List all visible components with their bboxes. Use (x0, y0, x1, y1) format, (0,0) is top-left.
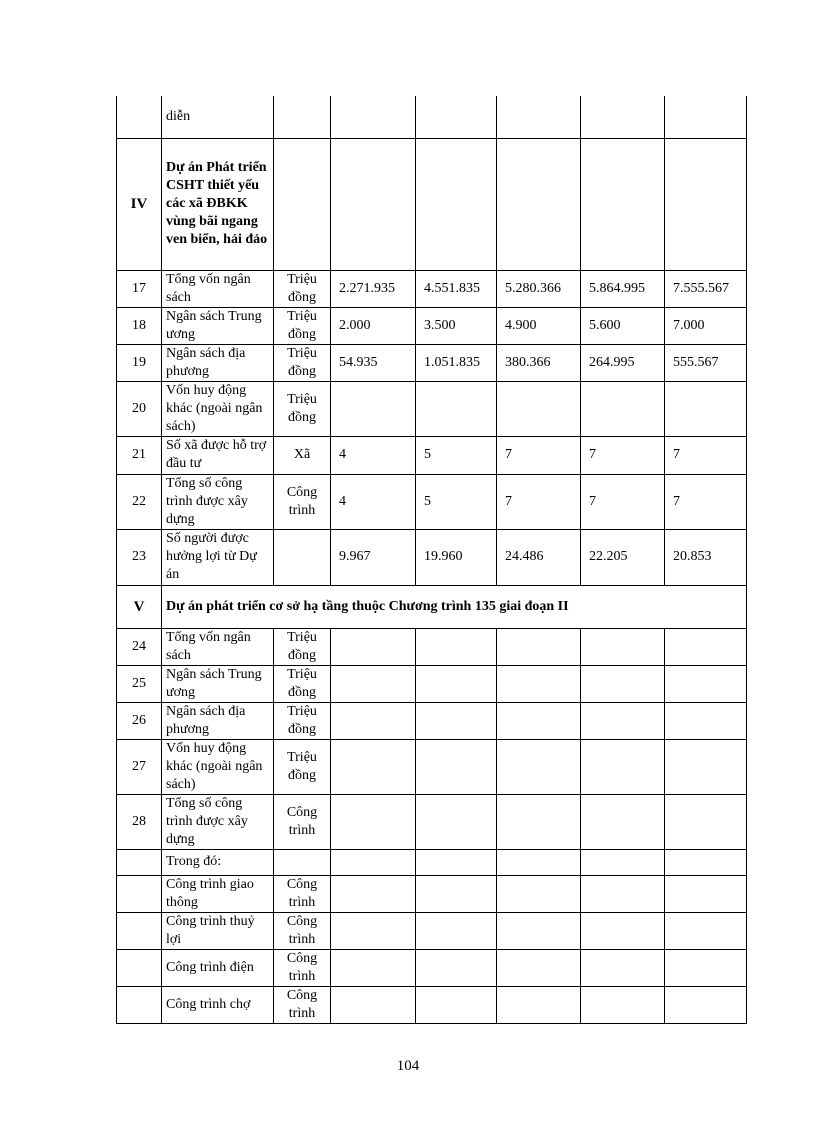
section-title: Dự án phát triển cơ sở hạ tầng thuộc Chương trình 135 giai đoạn II (162, 585, 747, 628)
value-cell (665, 794, 747, 849)
value-cell: 3.500 (416, 307, 497, 344)
row-number (117, 96, 162, 138)
value-cell (497, 986, 581, 1023)
value-cell (416, 875, 497, 912)
value-cell (665, 628, 747, 665)
value-cell: 7 (665, 436, 747, 474)
row-number (117, 949, 162, 986)
table-row (117, 381, 747, 436)
value-cell: 20.853 (665, 529, 747, 585)
row-number: 26 (117, 702, 162, 739)
value-cell (665, 739, 747, 794)
value-cell (416, 739, 497, 794)
value-cell: 4 (331, 474, 416, 529)
value-cell (331, 875, 416, 912)
row-number: 25 (117, 665, 162, 702)
value-cell: 7 (581, 474, 665, 529)
value-cell (665, 665, 747, 702)
unit-cell: Công trình (274, 986, 331, 1023)
value-cell: 2.000 (331, 307, 416, 344)
table-row (117, 702, 747, 739)
row-number: 27 (117, 739, 162, 794)
row-number: IV (117, 138, 162, 270)
unit-cell: Triệu đồng (274, 381, 331, 436)
data-table (116, 96, 747, 1024)
value-cell (665, 849, 747, 875)
table-row (117, 344, 747, 381)
value-cell (497, 702, 581, 739)
value-cell (416, 381, 497, 436)
unit-cell: Công trình (274, 949, 331, 986)
unit-cell: Triệu đồng (274, 344, 331, 381)
unit-cell (274, 849, 331, 875)
value-cell (665, 875, 747, 912)
value-cell: 4.900 (497, 307, 581, 344)
value-cell (416, 794, 497, 849)
table-row (117, 436, 747, 474)
indicator-name: Vốn huy động khác (ngoài ngân sách) (162, 739, 274, 794)
table-row (117, 270, 747, 307)
value-cell (416, 628, 497, 665)
value-cell (331, 138, 416, 270)
row-number: V (117, 585, 162, 628)
unit-cell: Công trình (274, 912, 331, 949)
value-cell: 5.864.995 (581, 270, 665, 307)
table-row (117, 307, 747, 344)
value-cell: 4 (331, 436, 416, 474)
unit-cell (274, 529, 331, 585)
indicator-name: Ngân sách Trung ương (162, 665, 274, 702)
unit-cell: Triệu đồng (274, 702, 331, 739)
row-number: 28 (117, 794, 162, 849)
value-cell (416, 912, 497, 949)
value-cell: 264.995 (581, 344, 665, 381)
value-cell (665, 949, 747, 986)
value-cell (416, 138, 497, 270)
value-cell (581, 381, 665, 436)
indicator-name: Công trình chợ (162, 986, 274, 1023)
value-cell (331, 739, 416, 794)
value-cell (497, 739, 581, 794)
row-number: 23 (117, 529, 162, 585)
value-cell: 2.271.935 (331, 270, 416, 307)
value-cell (497, 875, 581, 912)
table-row (117, 474, 747, 529)
value-cell (581, 739, 665, 794)
row-number: 22 (117, 474, 162, 529)
value-cell (581, 912, 665, 949)
value-cell (331, 986, 416, 1023)
value-cell: 7.555.567 (665, 270, 747, 307)
row-number: 17 (117, 270, 162, 307)
value-cell (331, 794, 416, 849)
table-row (117, 849, 747, 875)
unit-cell: Công trình (274, 794, 331, 849)
indicator-name: Ngân sách địa phương (162, 344, 274, 381)
unit-cell: Xã (274, 436, 331, 474)
indicator-name: Công trình thuỷ lợi (162, 912, 274, 949)
value-cell (497, 381, 581, 436)
table-row (117, 875, 747, 912)
indicator-name: diễn (162, 96, 274, 138)
value-cell (665, 381, 747, 436)
value-cell (416, 986, 497, 1023)
indicator-name: Vốn huy động khác (ngoài ngân sách) (162, 381, 274, 436)
value-cell: 9.967 (331, 529, 416, 585)
value-cell (581, 628, 665, 665)
indicator-name: Tổng vốn ngân sách (162, 270, 274, 307)
value-cell: 7 (497, 474, 581, 529)
row-number (117, 912, 162, 949)
value-cell: 54.935 (331, 344, 416, 381)
indicator-name: Tổng số công trình được xây dựng (162, 474, 274, 529)
table-row (117, 96, 747, 138)
value-cell (665, 138, 747, 270)
row-number: 24 (117, 628, 162, 665)
unit-cell (274, 96, 331, 138)
unit-cell: Triệu đồng (274, 307, 331, 344)
value-cell: 380.366 (497, 344, 581, 381)
value-cell (581, 138, 665, 270)
indicator-name: Tổng vốn ngân sách (162, 628, 274, 665)
value-cell (581, 96, 665, 138)
table-row (117, 794, 747, 849)
indicator-name: Trong đó: (162, 849, 274, 875)
value-cell (331, 628, 416, 665)
table-row (117, 986, 747, 1023)
table-row (117, 912, 747, 949)
value-cell: 22.205 (581, 529, 665, 585)
value-cell: 555.567 (665, 344, 747, 381)
value-cell (497, 665, 581, 702)
indicator-name: Tổng số công trình được xây dựng (162, 794, 274, 849)
value-cell (581, 986, 665, 1023)
value-cell (331, 96, 416, 138)
unit-cell: Triệu đồng (274, 270, 331, 307)
table-row (117, 529, 747, 585)
value-cell (665, 986, 747, 1023)
value-cell (581, 702, 665, 739)
value-cell (331, 849, 416, 875)
value-cell (581, 875, 665, 912)
value-cell (416, 96, 497, 138)
value-cell: 19.960 (416, 529, 497, 585)
unit-cell: Công trình (274, 474, 331, 529)
table-row (117, 949, 747, 986)
value-cell (665, 702, 747, 739)
row-number (117, 986, 162, 1023)
unit-cell (274, 138, 331, 270)
value-cell: 7 (581, 436, 665, 474)
row-number (117, 849, 162, 875)
value-cell (416, 665, 497, 702)
value-cell (331, 702, 416, 739)
value-cell (581, 849, 665, 875)
value-cell (497, 628, 581, 665)
row-number: 20 (117, 381, 162, 436)
table-row (117, 665, 747, 702)
indicator-name: Dự án Phát triển CSHT thiết yếu các xã ĐBKK vùng bãi ngang ven biển, hải đảo (162, 138, 274, 270)
indicator-name: Số xã được hỗ trợ đầu tư (162, 436, 274, 474)
value-cell: 7 (497, 436, 581, 474)
value-cell: 5.280.366 (497, 270, 581, 307)
indicator-name: Ngân sách địa phương (162, 702, 274, 739)
value-cell (497, 949, 581, 986)
row-number: 21 (117, 436, 162, 474)
table-body (117, 96, 747, 1023)
value-cell (497, 849, 581, 875)
indicator-name: Số người được hưởng lợi từ Dự án (162, 529, 274, 585)
value-cell (665, 912, 747, 949)
table-row (117, 138, 747, 270)
value-cell: 7 (665, 474, 747, 529)
value-cell (665, 96, 747, 138)
table-row (117, 628, 747, 665)
value-cell (331, 665, 416, 702)
value-cell: 1.051.835 (416, 344, 497, 381)
value-cell: 4.551.835 (416, 270, 497, 307)
value-cell (497, 96, 581, 138)
value-cell: 5 (416, 436, 497, 474)
indicator-name: Công trình giao thông (162, 875, 274, 912)
value-cell: 5 (416, 474, 497, 529)
value-cell (331, 949, 416, 986)
value-cell: 24.486 (497, 529, 581, 585)
indicator-name: Công trình điện (162, 949, 274, 986)
value-cell (497, 912, 581, 949)
row-number: 18 (117, 307, 162, 344)
value-cell (581, 665, 665, 702)
value-cell: 7.000 (665, 307, 747, 344)
value-cell (331, 912, 416, 949)
unit-cell: Triệu đồng (274, 739, 331, 794)
value-cell (416, 702, 497, 739)
unit-cell: Triệu đồng (274, 628, 331, 665)
page-number: 104 (396, 1058, 420, 1074)
value-cell (497, 794, 581, 849)
value-cell (497, 138, 581, 270)
value-cell: 5.600 (581, 307, 665, 344)
section-row (117, 585, 747, 628)
indicator-name: Ngân sách Trung ương (162, 307, 274, 344)
row-number (117, 875, 162, 912)
unit-cell: Công trình (274, 875, 331, 912)
value-cell (416, 849, 497, 875)
value-cell (331, 381, 416, 436)
value-cell (416, 949, 497, 986)
row-number: 19 (117, 344, 162, 381)
unit-cell: Triệu đồng (274, 665, 331, 702)
value-cell (581, 949, 665, 986)
table-row (117, 739, 747, 794)
value-cell (581, 794, 665, 849)
